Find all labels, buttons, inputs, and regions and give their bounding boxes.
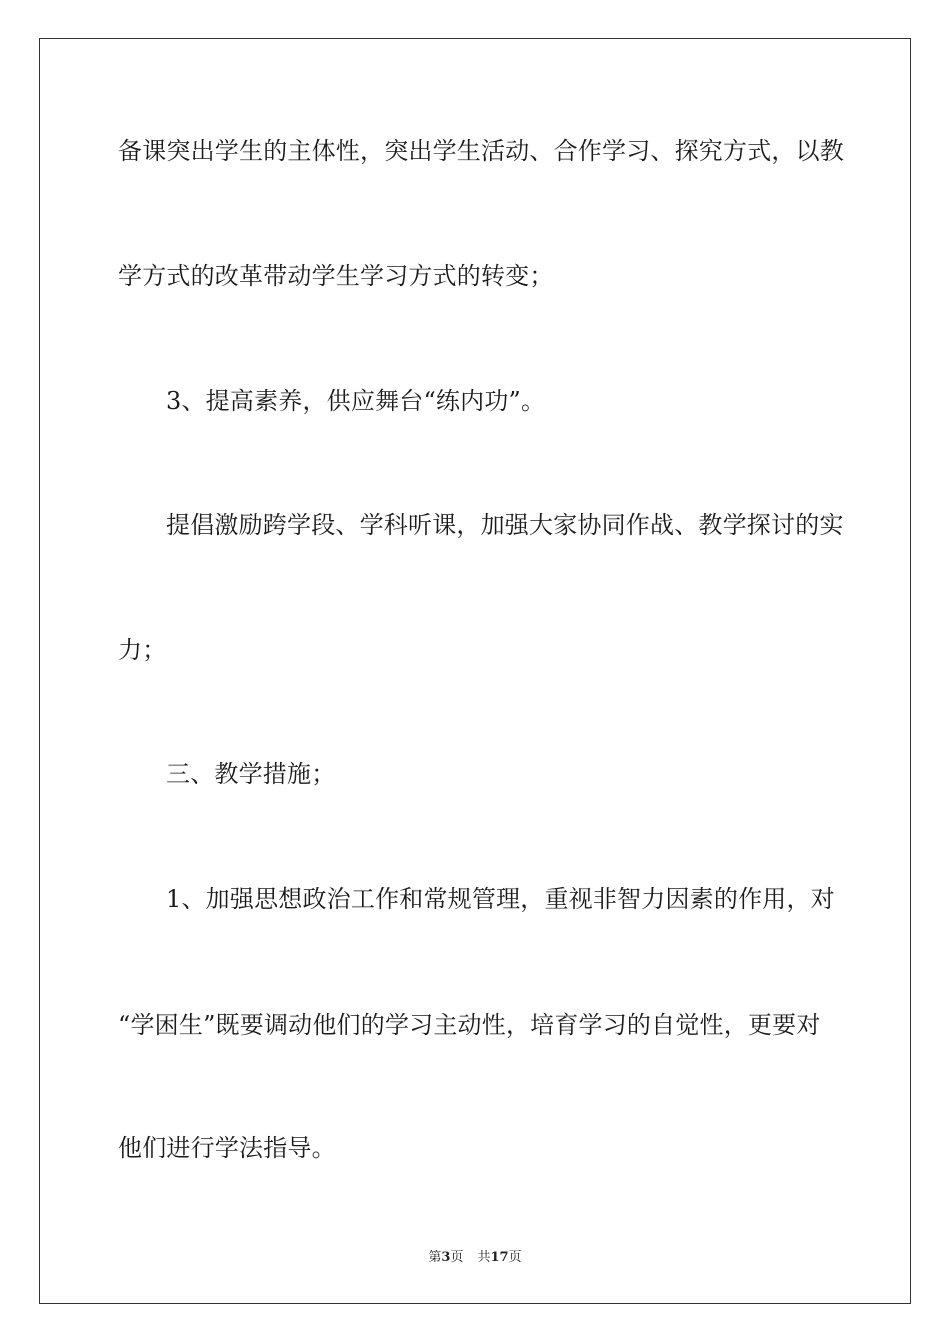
section-heading: 三、教学措施； (166, 760, 336, 788)
text-line-indented: 3、提高素养，供应舞台“练内功”。 (166, 387, 546, 415)
total-pages: 17 (490, 1250, 509, 1265)
page-suffix: 页 (450, 1250, 464, 1265)
text-line: 他们进行学法指导。 (118, 1134, 336, 1162)
page-number: 3 (441, 1250, 451, 1265)
text-line: “学困生”既要调动他们的学习主动性，培育学习的自觉性，更要对 (118, 1011, 821, 1039)
page-footer (0, 1246, 950, 1265)
total-prefix: 共 (477, 1250, 491, 1265)
text-line-indented: 提倡激励跨学段、学科听课，加强大家协同作战、教学探讨的实 (166, 511, 844, 539)
text-line-indented: 1、加强思想政治工作和常规管理，重视非智力因素的作用，对 (166, 885, 835, 913)
text-line: 学方式的改革带动学生学习方式的转变； (118, 262, 554, 290)
text-line: 备课突出学生的主体性，突出学生活动、合作学习、探究方式，以教 (118, 137, 844, 165)
page-border (39, 38, 911, 1304)
page-prefix: 第 (428, 1250, 442, 1265)
total-suffix: 页 (508, 1250, 522, 1265)
text-line: 力； (118, 636, 167, 664)
